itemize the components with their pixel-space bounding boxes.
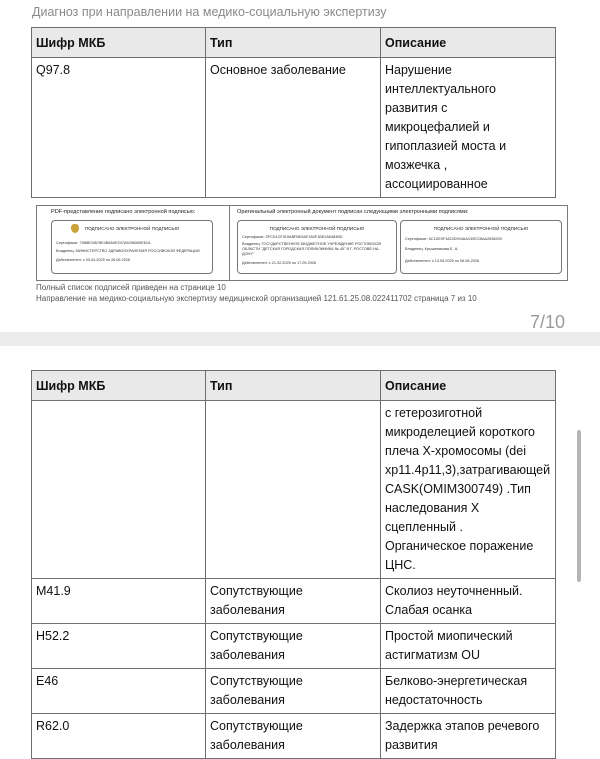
cell-description	[381, 669, 556, 714]
cell-type: Основное заболевание	[206, 58, 381, 198]
full-signature-list-note: Полный список подписей приведен на странице 10	[36, 283, 226, 292]
table-row	[32, 401, 556, 579]
signature-owner: Владелец: МИНИСТЕРСТВО ЗДРАВООХРАНЕНИЯ РОССИЙСКОЙ ФЕДЕРАЦИИ	[56, 249, 200, 253]
cell-code: R62.0	[32, 714, 206, 759]
description-line: Нарушение	[385, 63, 452, 77]
signature-validity: Действителен: с 13.05.2025 по 06.08.2026	[405, 259, 480, 263]
table-row	[32, 624, 556, 669]
description-line: с гетерозиготной	[385, 406, 483, 420]
signature-card-doctor	[400, 220, 562, 274]
cell-code	[32, 401, 206, 579]
document-page-7	[0, 0, 600, 332]
signature-card-title: ПОДПИСАНО ЭЛЕКТРОННОЙ ПОДПИСЬЮ	[269, 226, 365, 231]
table-row	[32, 669, 556, 714]
description-line: Сколиоз неуточненный.	[385, 584, 523, 598]
table-row	[32, 58, 556, 198]
cell-code: M41.9	[32, 579, 206, 624]
signature-owner: Владелец: Крышеникова Е. А.	[405, 247, 459, 251]
pdf-signature-header: PDF-представление подписано электронной подписью:	[51, 209, 196, 215]
description-line: гипоплазией моста и	[385, 139, 507, 153]
signature-certificate: Сертификат: 0FCD1CF319ABFBE6AF184F1BE2A6384BD	[242, 235, 343, 239]
page-indicator: 7/10	[530, 312, 566, 332]
cell-type: Сопутствующие заболевания	[206, 624, 381, 669]
column-header-description: Описание	[381, 371, 556, 401]
description-line: ЦНС.	[385, 558, 416, 572]
signature-card-clinic	[237, 220, 397, 274]
cell-description	[381, 58, 556, 198]
signature-certificate: Сертификат: 6C1DE0F1824D904AA130ECBAA2638200	[405, 237, 502, 241]
electronic-signature-block	[36, 205, 568, 281]
page-separator	[0, 332, 600, 346]
diagnosis-table	[31, 27, 556, 198]
referral-page-note: Направление на медико-социальную экспертизу медицинской организацией 121.61.25.08.022411702 страница 7 из 10	[36, 294, 477, 303]
signature-owner: ОБЛАСТИ "ДЕТСКАЯ ГОРОДСКАЯ ПОЛИКЛИНИКА № 45" В Г. РОСТОВЕ-НА-	[242, 247, 380, 251]
description-line: плеча Х-хромосомы (dei	[385, 444, 526, 458]
original-signatures-header: Оригинальный электронный документ подписан следующими электронными подписями:	[237, 209, 469, 215]
signature-certificate: Сертификат: 7588E04578E4B6A0E247A5296065E61A	[56, 241, 151, 245]
description-line: Органическое поражение	[385, 539, 534, 553]
description-line: интеллектуального развития с	[385, 82, 496, 115]
description-line: микроделецией короткого	[385, 425, 536, 439]
table-header-row	[32, 371, 556, 401]
section-title: Диагноз при направлении на медико-социальную экспертизу	[32, 5, 387, 19]
signature-owner: ДОНУ"	[242, 252, 255, 256]
cell-description	[381, 401, 556, 579]
description-line: CASK(OMIM300749) .Тип	[385, 482, 531, 496]
column-header-description: Описание	[381, 28, 556, 58]
cell-type	[206, 401, 381, 579]
description-line: наследования Х сцепленный .	[385, 501, 480, 534]
description-line: хр11.4р11,3),затрагивающей	[385, 463, 551, 477]
pdf-signature-panel	[37, 206, 230, 280]
table-row	[32, 714, 556, 759]
diagnosis-table-continued	[31, 370, 556, 759]
cell-type: Сопутствующие заболевания	[206, 714, 381, 759]
column-header-code: Шифр МКБ	[32, 28, 206, 58]
description-line: недостаточность	[385, 693, 483, 707]
signature-validity: Действителен: с 21.02.2025 по 17.05.2026	[242, 261, 317, 265]
signature-card-ministry	[51, 220, 213, 274]
description-line: мозжечка , ассоциированное	[385, 158, 488, 191]
description-line: Задержка этапов речевого	[385, 719, 540, 733]
description-line: астигматизм OU	[385, 648, 480, 662]
signature-card-title: ПОДПИСАНО ЭЛЕКТРОННОЙ ПОДПИСЬЮ	[433, 226, 529, 231]
description-line: развития	[385, 738, 438, 752]
description-line: микроцефалией и	[385, 120, 490, 134]
table-row	[32, 579, 556, 624]
cell-code: Q97.8	[32, 58, 206, 198]
cell-code: E46	[32, 669, 206, 714]
description-line: Слабая осанка	[385, 603, 473, 617]
cell-description	[381, 714, 556, 759]
description-line: Простой миопический	[385, 629, 513, 643]
signature-owner: Владелец: ГОСУДАРСТВЕННОЕ БЮДЖЕТНОЕ УЧРЕЖДЕНИЕ РОСТОВСКОЙ	[242, 242, 382, 246]
column-header-type: Тип	[206, 371, 381, 401]
signature-card-title: ПОДПИСАНО ЭЛЕКТРОННОЙ ПОДПИСЬЮ	[84, 226, 180, 231]
cell-type: Сопутствующие заболевания	[206, 579, 381, 624]
signature-validity: Действителен: с 03.04.2025 по 26.06.2026	[56, 258, 131, 262]
column-header-type: Тип	[206, 28, 381, 58]
cell-description	[381, 624, 556, 669]
description-line: Белково-энергетическая	[385, 674, 528, 688]
cell-description	[381, 579, 556, 624]
column-header-code: Шифр МКБ	[32, 371, 206, 401]
cell-code: H52.2	[32, 624, 206, 669]
table-header-row	[32, 28, 556, 58]
vertical-scrollbar[interactable]	[577, 430, 581, 582]
cell-type: Сопутствующие заболевания	[206, 669, 381, 714]
